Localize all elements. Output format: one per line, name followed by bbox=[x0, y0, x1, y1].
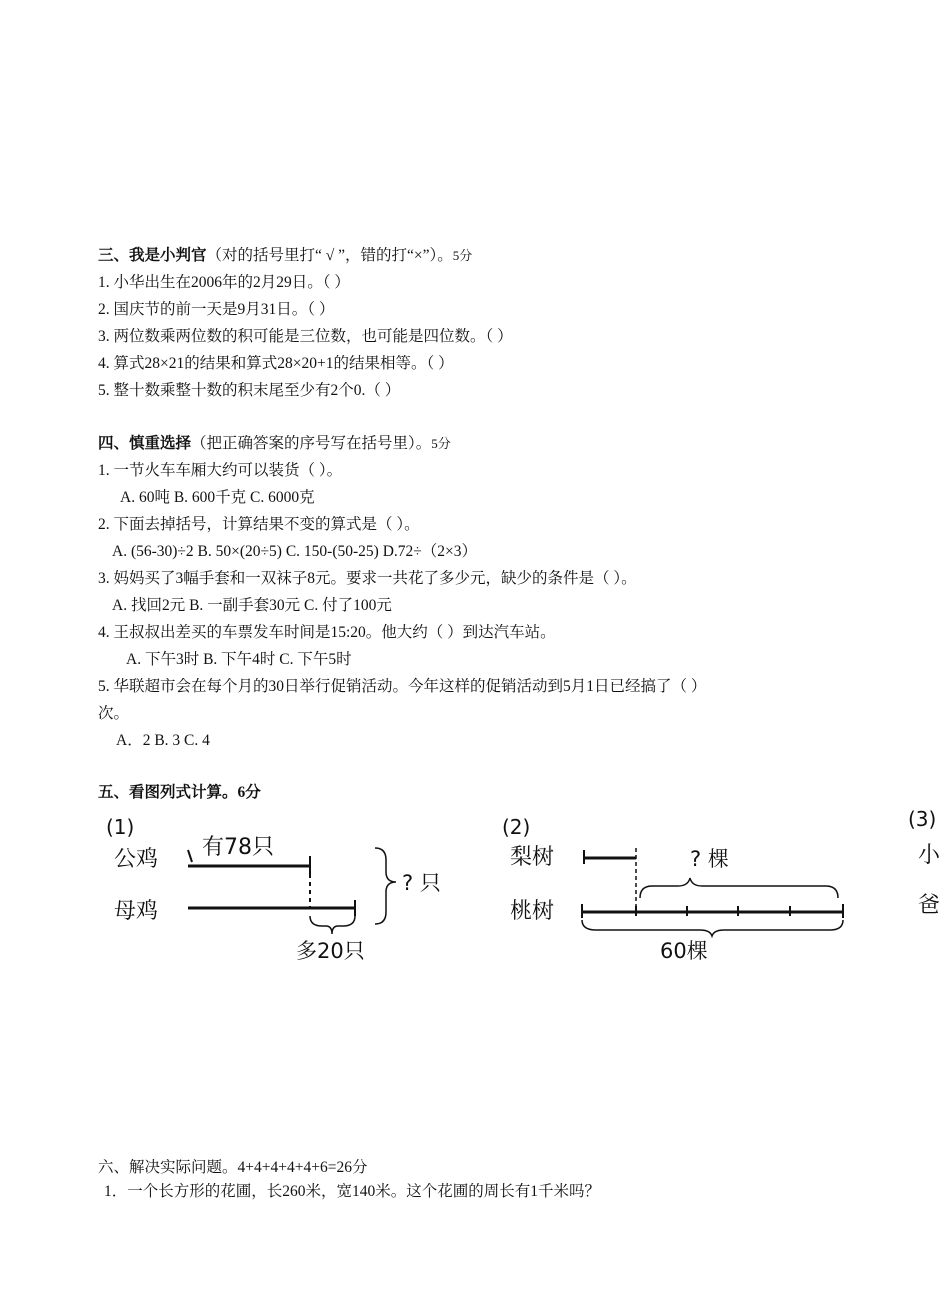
more-brace bbox=[310, 916, 355, 934]
question-brace bbox=[640, 878, 838, 898]
question-5-options: A．2 B. 3 C. 4 bbox=[116, 732, 210, 749]
question-3-options: A. 找回2元 B. 一副手套30元 C. 付了100元 bbox=[112, 597, 392, 614]
section6-heading: 六、解决实际问题。4+4+4+4+4+6=26分 bbox=[98, 1159, 368, 1176]
diagram3-row1: 小 bbox=[918, 843, 941, 868]
section3-item-4: 4. 算式28×21的结果和算式28×20+1的结果相等。（ ） bbox=[98, 355, 454, 372]
diagram-trees bbox=[500, 808, 880, 968]
diagram-chickens bbox=[100, 808, 460, 968]
diagram3-row2: 爸 bbox=[918, 893, 941, 918]
hen-label: 母鸡 bbox=[114, 899, 159, 924]
question-1-options: A. 60吨 B. 600千克 C. 6000克 bbox=[120, 489, 315, 506]
peach-label: 桃树 bbox=[510, 899, 555, 924]
section4-title bbox=[98, 434, 451, 454]
question-4-options: A. 下午3时 B. 下午4时 C. 下午5时 bbox=[126, 651, 352, 668]
section3-title bbox=[98, 246, 472, 266]
diagram2-label: (2) bbox=[502, 815, 531, 839]
section4-score: 5分 bbox=[431, 436, 451, 451]
question-2: 2. 下面去掉括号，计算结果不变的算式是（ ）。 bbox=[98, 516, 420, 533]
total-question: ? 只 bbox=[402, 871, 441, 895]
section3-item-1: 1. 小华出生在2006年的2月29日。（ ） bbox=[98, 274, 350, 291]
question-1: 1. 一节火车车厢大约可以装货（ ）。 bbox=[98, 462, 343, 479]
section3-item-5: 5. 整十数乘整十数的积末尾至少有2个0.（ ） bbox=[98, 382, 401, 399]
question-5-continued: 次。 bbox=[98, 705, 130, 722]
pear-label: 梨树 bbox=[510, 845, 555, 870]
diagram-partial bbox=[908, 806, 948, 916]
section6-item-1: 1．一个长方形的花圃，长260米，宽140米。这个花圃的周长有1千米吗？ bbox=[104, 1183, 601, 1200]
section4-heading: 四、慎重选择 bbox=[98, 435, 192, 452]
question-2-options: A. (56-30)÷2 B. 50×(20÷5) C. 150-(50-25) D.72÷（2×3） bbox=[112, 543, 478, 560]
section3-score: 5分 bbox=[452, 248, 473, 263]
section5-heading: 五、看图列式计算。6分 bbox=[98, 784, 261, 801]
diagram3-label: (3) bbox=[908, 807, 937, 831]
total-label: 60棵 bbox=[660, 939, 708, 963]
question-4: 4. 王叔叔出差买的车票发车时间是15:20。他大约（ ）到达汽车站。 bbox=[98, 624, 556, 641]
section3-note: （对的括号里打“ √ ”，错的打“×”）。 bbox=[206, 247, 453, 264]
rooster-arrow bbox=[188, 850, 192, 862]
question-3: 3. 妈妈买了3幅手套和一双袜子8元。要求一共花了多少元，缺少的条件是（ ）。 bbox=[98, 570, 637, 587]
rooster-label: 公鸡 bbox=[114, 847, 159, 872]
total-brace-2 bbox=[582, 920, 843, 936]
more-label: 多20只 bbox=[296, 939, 365, 963]
rooster-count: 有78只 bbox=[202, 835, 274, 860]
question-5: 5. 华联超市会在每个月的30日举行促销活动。今年这样的促销活动到5月1日已经搞了（ ） bbox=[98, 678, 707, 695]
section3-item-3: 3. 两位数乘两位数的积可能是三位数，也可能是四位数。（ ） bbox=[98, 328, 513, 345]
section3-heading: 三、我是小判官 bbox=[98, 247, 207, 264]
diagram1-label: (1) bbox=[106, 815, 135, 839]
section4-note: （把正确答案的序号写在括号里）。 bbox=[191, 435, 432, 452]
question-label: ? 棵 bbox=[690, 847, 729, 871]
total-brace bbox=[375, 848, 396, 924]
section3-item-2: 2. 国庆节的前一天是9月31日。（ ） bbox=[98, 301, 335, 318]
